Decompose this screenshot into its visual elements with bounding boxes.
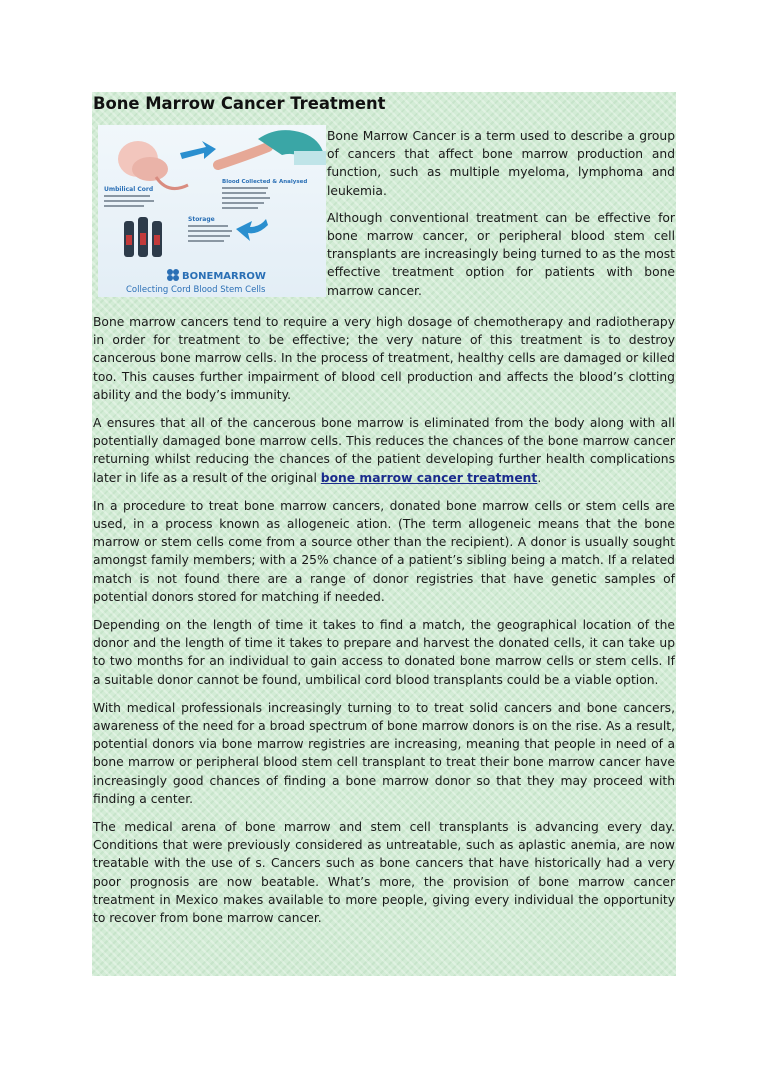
paragraph-chemotherapy: Bone marrow cancers tend to require a very high dosage of chemotherapy and radiotherapy in order for treatment to be effective; the very nature of this treatment is to destroy cancerous bone marrow cells. In the process of treatment, healthy cells are damaged or killed too. This causes further impairment of blood cell production and affects the blood’s clotting ability and the body’s immunity. [93,315,675,402]
illustration-svg [98,125,326,297]
bonemarrow-logo [167,269,266,282]
paragraph-allogeneic: In a procedure to treat bone marrow cancers, donated bone marrow cells or stem cells are used, in a process known as allogeneic ation. (The term allogeneic means that the bone marrow or stem cells come from a source other than the recipient). A donor is usually sought amongst family members; with a 25% chance of a patient’s sibling being a match. If a related match is not found there are a range of donor registries that have genetic samples of potential donors stored for matching if needed. [93,498,675,604]
paragraph-donor-time: Depending on the length of time it takes to find a match, the geographical location of the donor and the length of time it takes to prepare and harvest the donated cells, it can take up to two months for an individual to gain access to donated bone marrow cells or stem cells. If a suitable donor cannot be found, umbilical cord blood transplants could be a viable option. [93,618,675,687]
cord-tube-icon [218,147,268,165]
intro-paragraph-1: Bone Marrow Cancer is a term used to describe a group of cancers that affect bone marrow production and function, such as multiple myeloma, lymphoma and leukemia. [327,129,675,198]
article-body [93,313,675,937]
label-storage: Storage [188,216,215,223]
paragraph-eliminated [93,414,675,487]
label-umbilical-cord: Umbilical Cord [104,186,154,193]
paragraph-registries: With medical professionals increasingly turning to to treat solid cancers and bone cancers, awareness of the need for a broad spectrum of bone marrow donors is on the rise. As a result, potential donors via bone marrow registries are increasing, meaning that people in need of a bone marrow or peripheral blood stem cell transplant to treat their bone marrow cancer have increasingly good chances of finding a bone marrow donor so that they may proceed with finding a center. [93,700,675,806]
cord-blood-illustration [98,125,326,297]
paragraph-advancing: The medical arena of bone marrow and stem cell transplants is advancing every day. Conditions that were previously considered as untreatable, such as aplastic anemia, are now treatable with the use of s. Cancers such as bone cancers that have historically had a very poor prognosis are now beatable. What’s more, the provision of bone marrow cancer treatment in Mexico makes available to more people, giving every individual the opportunity to recover from bone marrow cancer. [93,820,675,926]
figure-caption: Collecting Cord Blood Stem Cells [126,285,266,295]
logo-text: BONEMARROW [182,271,266,282]
fetus-icon [118,141,188,189]
storage-vials-icon [124,217,162,257]
label-blood-collected: Blood Collected & Analysed [222,179,308,185]
page-title: Bone Marrow Cancer Treatment [93,94,386,113]
intro-column [327,127,675,309]
arrow-down-icon [236,219,268,241]
bone-marrow-cancer-treatment-link[interactable]: bone marrow cancer treatment [320,470,538,485]
arrow-right-icon [180,141,216,159]
intro-paragraph-2: Although conventional treatment can be effective for bone marrow cancer, or peripheral blood stem cell transplants are increasingly being turned to as the most effective treatment option for patients with bone marrow cancer. [327,210,675,298]
paragraph-eliminated-text: A ensures that all of the cancerous bone marrow is eliminated from the body along with all potentially damaged bone marrow cells. This reduces the chances of the bone marrow cancer returning whilst reducing the chances of the patient developing further health complications later in life as a result of the original [93,416,675,485]
paragraph-eliminated-end: . [537,470,542,485]
